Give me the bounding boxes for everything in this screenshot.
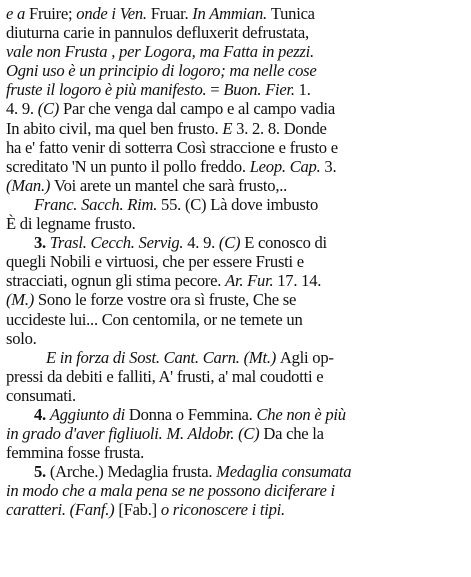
text-line: [6, 214, 467, 233]
text-segment: (C): [37, 99, 63, 119]
text-segment: consumati.: [6, 385, 76, 405]
text-segment: Ar. Fur.: [225, 271, 278, 291]
text-line: [6, 138, 467, 157]
text-segment: In Ammian.: [192, 4, 271, 23]
text-line: [6, 61, 467, 80]
text-line: [6, 99, 467, 118]
text-line: [6, 386, 467, 405]
text-segment: pressi da debiti e falliti, A' frusti, a' mal coudotti e: [6, 366, 324, 386]
text-segment: Ogni uso è un principio di logoro; ma nelle cose: [6, 61, 317, 81]
text-segment: Aggiunto di: [49, 404, 129, 424]
text-segment: 4.: [34, 404, 50, 424]
text-segment: 5.: [34, 462, 50, 482]
text-segment: caratteri. (Fanf.): [6, 500, 119, 520]
text-segment: (Mt.): [243, 347, 280, 367]
text-segment: Trasl. Cecch. Servig.: [49, 233, 188, 253]
text-line: [6, 176, 467, 195]
text-segment: Sono le forze vostre ora sì fruste, Che se: [37, 290, 297, 310]
text-line: [6, 462, 467, 481]
text-line: [6, 42, 467, 61]
text-segment: E conosco di: [244, 233, 327, 253]
text-segment: Fruar.: [150, 4, 193, 23]
text-segment: onde i Ven.: [76, 4, 151, 23]
text-segment: in grado d'aver figliuoli. M. Aldobr.: [6, 424, 239, 444]
text-segment: Medaglia consumata: [216, 462, 352, 482]
text-line: [6, 80, 467, 99]
text-segment: 4. 9.: [6, 99, 38, 119]
text-line: [6, 424, 467, 443]
text-segment: in modo che a mala pena se ne possono diciferare i: [6, 481, 335, 501]
text-segment: (Arche.) Medaglia frusta.: [49, 462, 217, 482]
text-segment: Leop. Cap.: [249, 156, 325, 176]
text-segment: solo.: [6, 328, 37, 348]
text-segment: =: [210, 80, 224, 100]
text-segment: E: [222, 118, 237, 138]
text-segment: Franc. Sacch. Rim.: [34, 194, 162, 214]
text-line: [6, 405, 467, 424]
text-line: [6, 233, 467, 252]
text-line: [6, 481, 467, 500]
text-segment: (C): [238, 424, 264, 444]
text-line: [6, 290, 467, 309]
text-line: [6, 252, 467, 271]
text-line: [6, 443, 467, 462]
text-line: [6, 348, 467, 367]
text-segment: 3.: [34, 233, 50, 253]
text-line: [6, 119, 467, 138]
text-line: [6, 23, 467, 42]
text-segment: vale non Frusta , per Logora, ma Fatta in pezzi.: [6, 42, 314, 62]
text-segment: o riconoscere i tipi.: [160, 500, 285, 520]
text-line: [6, 157, 467, 176]
text-segment: Agli op-: [279, 347, 334, 367]
text-segment: 1.: [298, 80, 311, 100]
text-segment: Buon. Fier.: [223, 80, 299, 100]
text-segment: (C): [218, 233, 245, 253]
text-segment: femmina fosse frusta.: [6, 443, 145, 463]
text-segment: 17. 14.: [277, 271, 322, 291]
text-segment: (M.): [6, 290, 38, 310]
text-segment: ha e' fatto venir di sotterra Così straccione e frusto e: [6, 137, 338, 157]
text-segment: Tunica: [270, 4, 315, 23]
text-line: [6, 195, 467, 214]
text-segment: diuturna carie in pannulos defluxerit defrustata,: [6, 23, 309, 43]
text-segment: [Fab.]: [118, 500, 161, 520]
text-segment: stracciati, ognun gli stima pecore.: [6, 271, 226, 291]
text-segment: screditato 'N un punto il pollo freddo.: [6, 156, 250, 176]
text-line: [6, 329, 467, 348]
text-segment: 4. 9.: [187, 233, 219, 253]
text-segment: e a: [6, 4, 29, 23]
text-segment: 55. (C) Là dove imbusto: [161, 194, 318, 214]
text-segment: fruste il logoro è più manifesto.: [6, 80, 211, 100]
text-segment: uccideste lui... Con centomila, or ne temete un: [6, 309, 303, 329]
text-segment: quegli Nobili e virtuosi, che per essere Frusti e: [6, 252, 304, 272]
text-segment: Che non è più: [256, 404, 346, 424]
text-line: [6, 310, 467, 329]
text-line: [6, 367, 467, 386]
text-segment: Par che venga dal campo e al campo vadia: [62, 99, 335, 119]
text-segment: Fruire;: [28, 4, 77, 23]
text-segment: E in forza di Sost. Cant. Carn.: [46, 347, 244, 367]
text-segment: 3. 2. 8. Donde: [236, 118, 327, 138]
text-segment: Da che la: [263, 424, 324, 444]
text-segment: In abito civil, ma quel ben frusto.: [6, 118, 223, 138]
text-segment: (Man.): [6, 175, 55, 195]
text-segment: 3.: [324, 156, 337, 176]
text-segment: È di legname frusto.: [6, 214, 136, 234]
text-segment: Donna o Femmina.: [128, 404, 257, 424]
text-line: [6, 500, 467, 519]
text-segment: Voi arete un mantel che sarà frusto,..: [54, 175, 288, 195]
text-line: [6, 271, 467, 290]
text-line: [6, 4, 467, 23]
